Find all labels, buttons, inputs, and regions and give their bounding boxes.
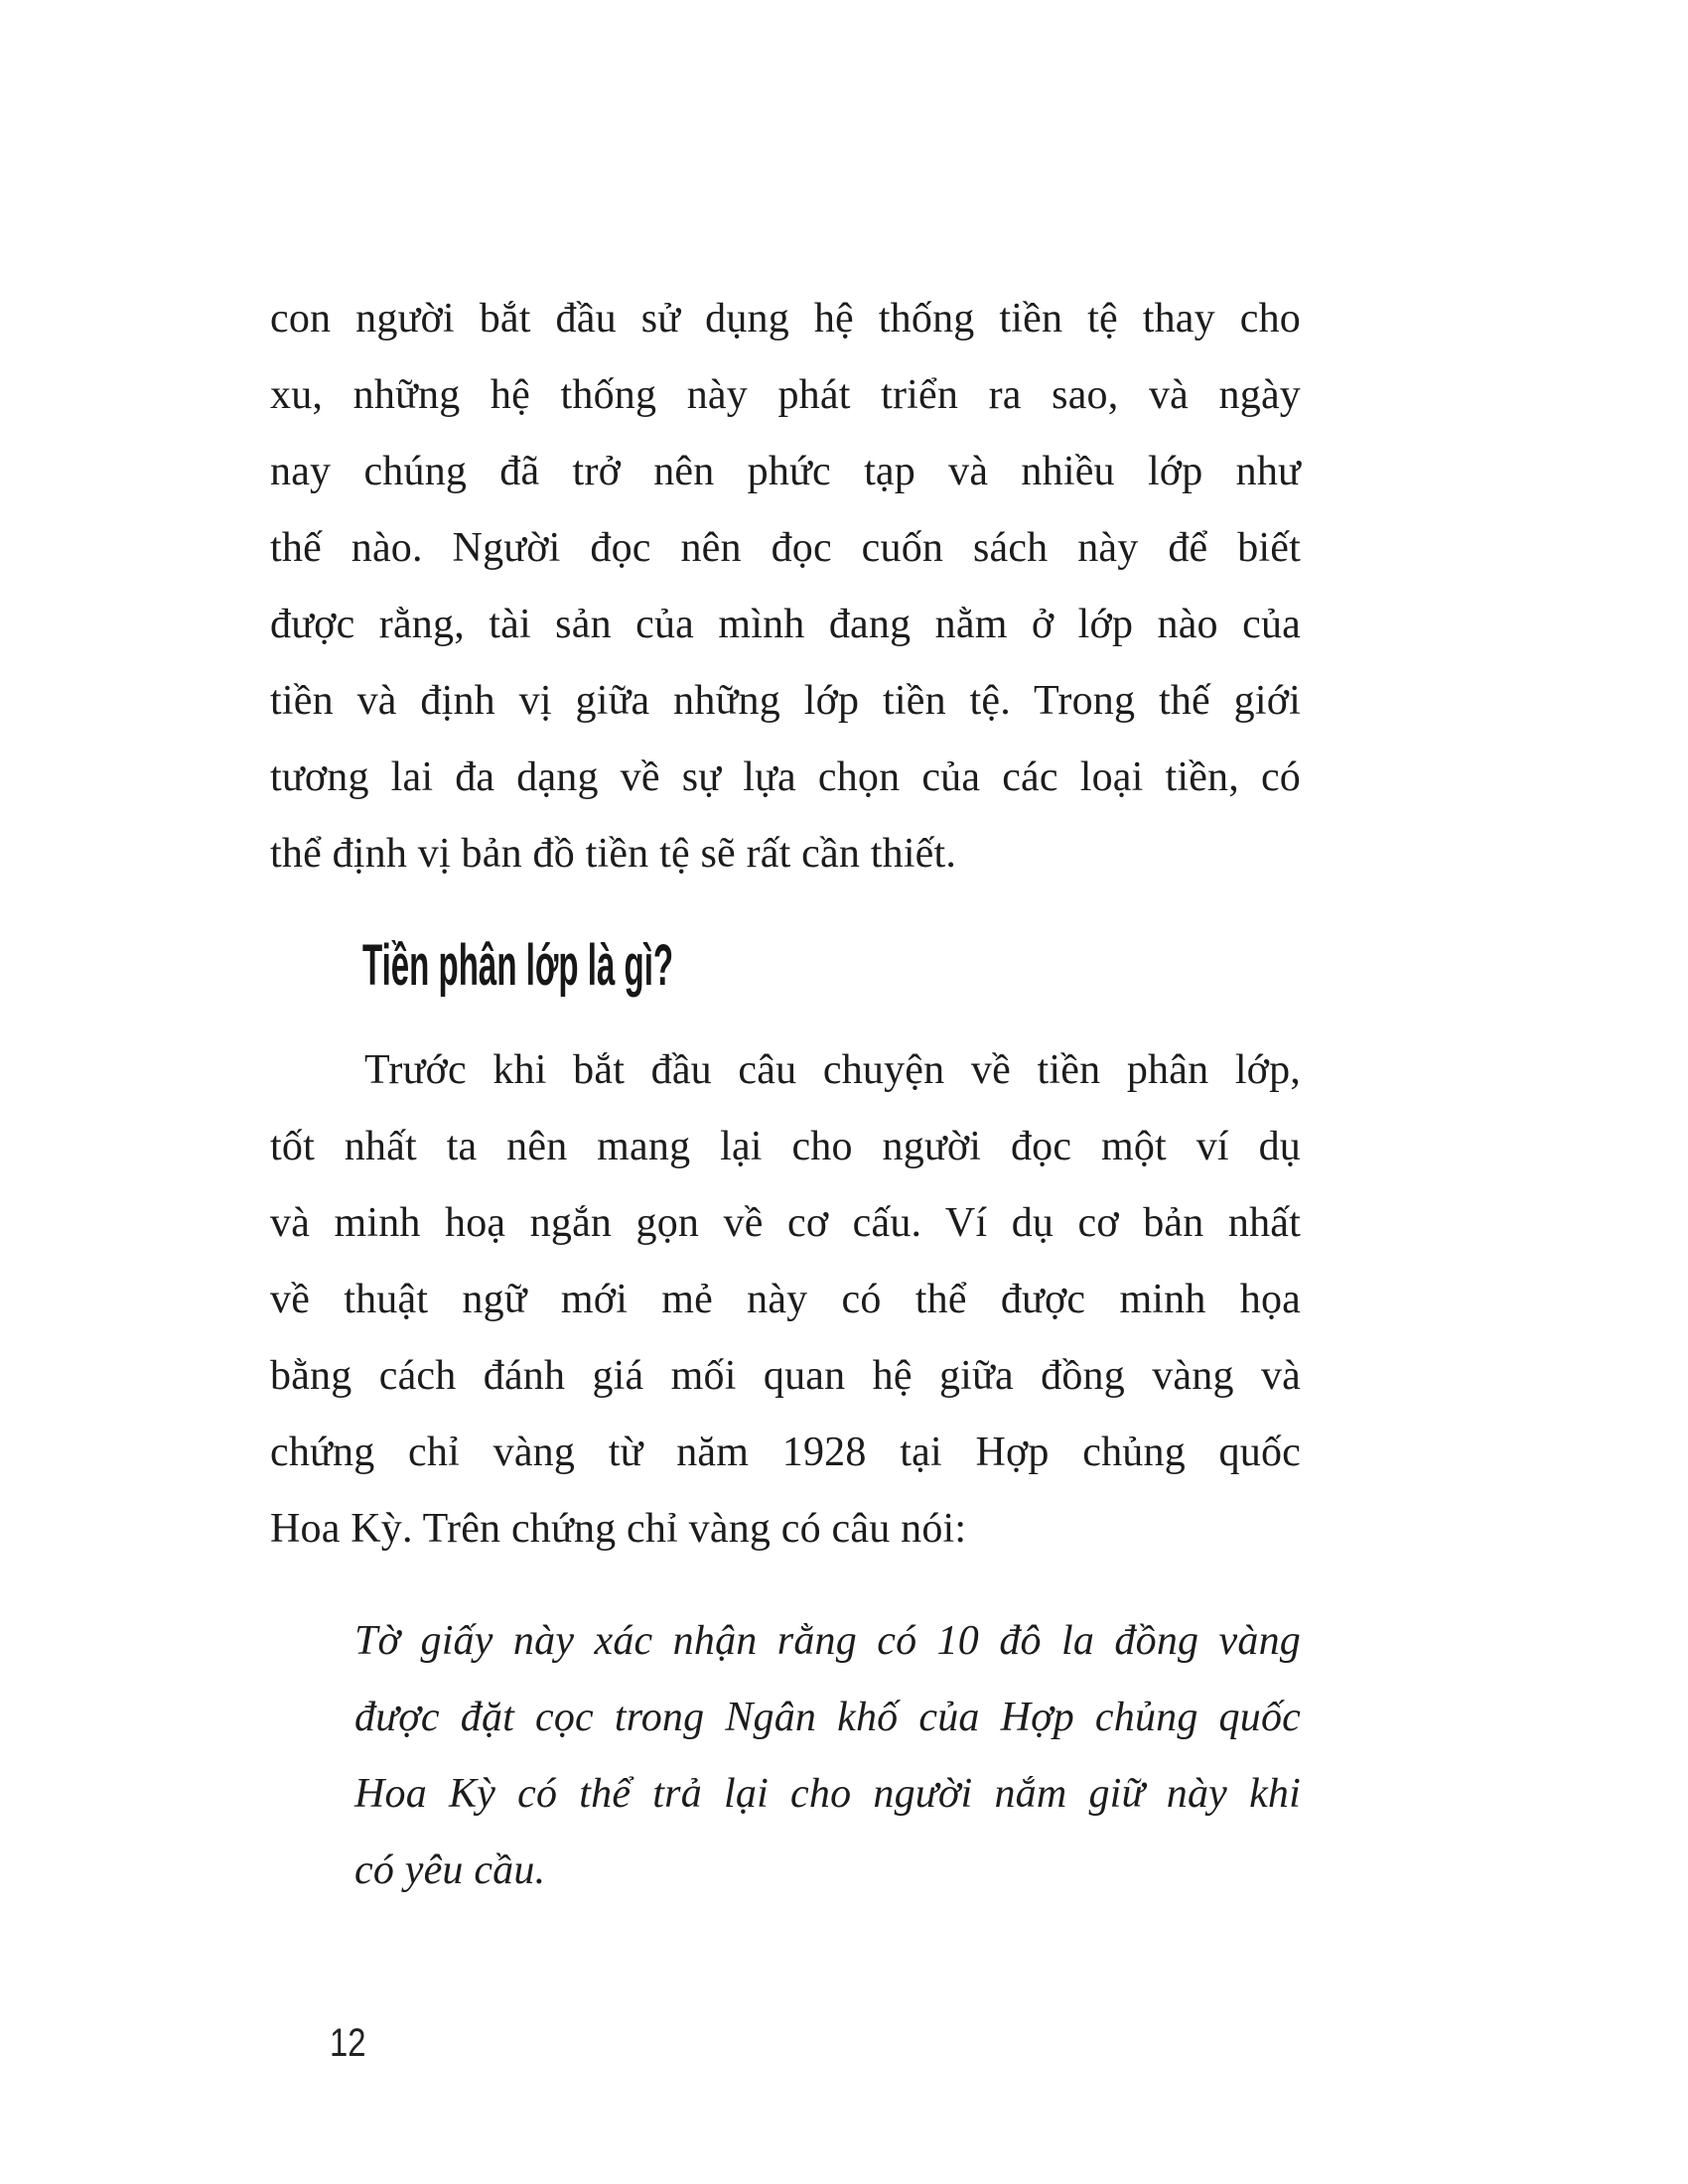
paragraph-intro <box>270 281 1301 892</box>
text-line: có yêu cầu. <box>354 1847 546 1893</box>
paragraph-example <box>270 1032 1301 1568</box>
text-line: con người bắt đầu sử dụng hệ thống tiền tệ thay cho <box>270 296 1301 341</box>
section-heading: Tiền phân lớp là gì? <box>362 933 674 998</box>
text-line: tiền và định vị giữa những lớp tiền tệ. Trong thế giới <box>270 678 1301 724</box>
text-line: về thuật ngữ mới mẻ này có thể được minh họa <box>270 1277 1301 1322</box>
text-line: Hoa Kỳ có thể trả lại cho người nắm giữ này khi <box>354 1771 1301 1817</box>
text-line: được rằng, tài sản của mình đang nằm ở lớp nào của <box>270 602 1301 647</box>
text-line: Tờ giấy này xác nhận rằng có 10 đô la đồng vàng <box>354 1618 1301 1664</box>
block-quote <box>354 1603 1301 1909</box>
text-line: thế nào. Người đọc nên đọc cuốn sách này để biết <box>270 525 1301 571</box>
text-line: Trước khi bắt đầu câu chuyện về tiền phân lớp, <box>364 1047 1301 1093</box>
text-line: thể định vị bản đồ tiền tệ sẽ rất cần thiết. <box>270 831 957 877</box>
text-line: và minh hoạ ngắn gọn về cơ cấu. Ví dụ cơ bản nhất <box>270 1200 1301 1246</box>
text-line: chứng chỉ vàng từ năm 1928 tại Hợp chủng quốc <box>270 1430 1301 1475</box>
text-line: bằng cách đánh giá mối quan hệ giữa đồng vàng và <box>270 1353 1301 1399</box>
page-number: 12 <box>330 2021 366 2065</box>
text-line: tốt nhất ta nên mang lại cho người đọc một ví dụ <box>270 1124 1301 1169</box>
text-line: được đặt cọc trong Ngân khố của Hợp chủng quốc <box>354 1695 1301 1740</box>
text-line: xu, những hệ thống này phát triển ra sao, và ngày <box>270 372 1301 418</box>
text-line: nay chúng đã trở nên phức tạp và nhiều lớp như <box>270 449 1301 494</box>
text-line: tương lai đa dạng về sự lựa chọn của các loại tiền, có <box>270 754 1301 800</box>
text-line: Hoa Kỳ. Trên chứng chỉ vàng có câu nói: <box>270 1506 967 1552</box>
